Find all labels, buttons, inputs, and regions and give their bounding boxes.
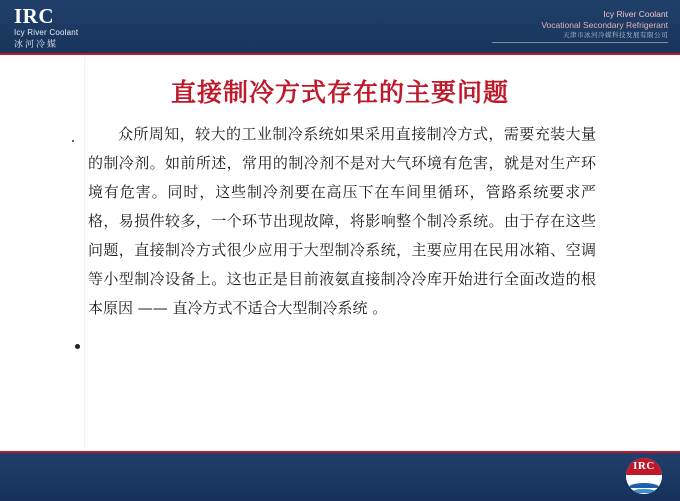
wave-icon-light <box>630 489 658 493</box>
bullet-marker-small <box>72 140 74 142</box>
logo-chinese-name: 冰河冷媒 <box>14 39 59 49</box>
footer-logo-badge <box>626 458 662 494</box>
badge-wave-area <box>626 475 662 494</box>
header-brand-line-3: 天津市冰河冷媒科技发展有限公司 <box>563 31 668 39</box>
slide-footer <box>0 453 680 501</box>
logo-abbreviation: IRC <box>14 4 55 28</box>
left-margin-rule <box>84 55 85 449</box>
wave-icon-dark <box>628 483 660 488</box>
header-brand-line-1: Icy River Coolant <box>603 9 668 19</box>
logo-english-name: Icy River Coolant <box>14 28 79 37</box>
brand-logo <box>14 6 78 49</box>
slide-header <box>0 0 680 53</box>
body-paragraph: 众所周知，较大的工业制冷系统如果采用直接制冷方式，需要充装大量的制冷剂。如前所述，常用的制冷剂不是对大气环境有危害，就是对生产环境有危害。同时，这些制冷剂要在高压下在车间里循环，管路系统要求严格，易损件较多，一个环节出现故障，将影响整个制冷系统。由于存在这些问题，直接制冷方式很少应用于大型制冷系统，主要应用在民用冰箱、空调等小型制冷设备上。这也正是目前液氨直接制冷冷库开始进行全面改造的根本原因 —— 直冷方式不适合大型制冷系统 。 <box>88 125 596 317</box>
header-brand-line-2: Vocational Secondary Refrigerant <box>541 20 668 31</box>
page-title: 直接制冷方式存在的主要问题 <box>170 78 509 107</box>
header-divider-line <box>492 42 668 43</box>
header-accent-rule <box>0 53 680 55</box>
header-brand-text <box>541 9 668 41</box>
badge-abbreviation: IRC <box>626 458 662 475</box>
bullet-marker-large <box>75 344 80 349</box>
